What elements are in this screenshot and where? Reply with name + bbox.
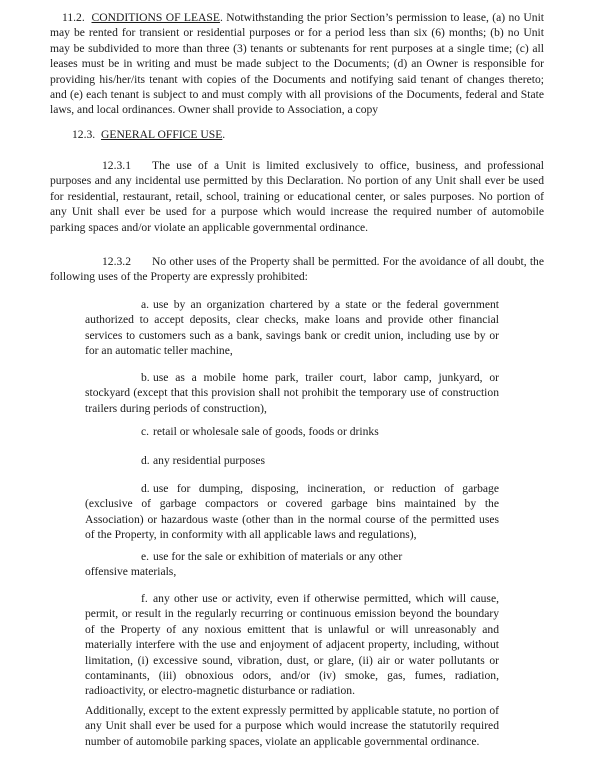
section-12-3-1-number: 12.3.1 (102, 159, 131, 172)
list-item (85, 297, 499, 359)
section-12-3-heading: GENERAL OFFICE USE (100, 128, 223, 141)
list-item-letter: e. (141, 550, 150, 563)
list-item (85, 424, 499, 439)
section-11-2-text: . Notwithstanding the prior Section’s permission to lease, (a) no Unit may be rented for transient or residential purposes or for a period less than six (6) months; (b) no Unit may be subdivided to more than three (3) tenants or subtenants for rent purposes at a single time; (c) all leases must be in writing and must be made subject to the Documents; (d) an Owner is responsible for providing his/her/its tenant with copies of the Documents and notifying said tenant of changes thereto; and (e) each tenant is subject to and must comply with all provisions of the Documents, federal and State laws, and local ordinances. Owner shall provide to Association, a copy (50, 11, 545, 117)
list-item-letter: a. (141, 298, 150, 311)
section-11-2-heading: CONDITIONS OF LEASE (91, 11, 220, 24)
list-item-text: use as a mobile home park, trailer court, labor camp, junkyard, or stockyard (except that this provision shall not prohibit the temporary use of construction trailers during periods of construction), (85, 371, 499, 415)
section-12-3-2-number: 12.3.2 (102, 255, 131, 268)
section-12-3 (72, 127, 372, 142)
list-item (85, 481, 499, 543)
list-item-text: use for the sale or exhibition of materials or any other offensive materials, (85, 550, 403, 579)
closing-paragraph-text: Additionally, except to the extent expressly permitted by applicable statute, no portion of any Unit shall ever be used for a purpose which would increase the statutorily required number of automobile parking spaces, violate an applicable governmental ordinance. (85, 704, 499, 748)
section-12-3-period: . (222, 128, 226, 141)
list-item-text: use by an organization chartered by a state or the federal government authorized to accept deposits, clear checks, make loans and provide other financial services to customers such as a bank, savings bank or credit union, including use by or for an automatic teller machine, (85, 298, 499, 358)
list-item-letter: d. (141, 482, 150, 495)
list-item (85, 370, 499, 416)
list-item (85, 591, 499, 699)
list-item-letter: f. (141, 592, 148, 605)
list-item-letter: c. (141, 425, 150, 438)
section-12-3-1 (50, 158, 544, 235)
section-12-3-2 (50, 254, 544, 285)
list-item-text: retail or wholesale sale of goods, foods or drinks (153, 425, 379, 438)
list-item-text: any residential purposes (153, 454, 266, 467)
list-item (85, 453, 499, 468)
list-item-letter: b. (141, 371, 150, 384)
section-12-3-2-text: No other uses of the Property shall be permitted. For the avoidance of all doubt, the following uses of the Property are expressly prohibited: (50, 255, 544, 284)
list-item-text: any other use or activity, even if otherwise permitted, which will cause, permit, or result in the regularly recurring or continuous emission beyond the boundary of the Property of any noxious emittent that is unlawful or will unreasonably and materially interfere with the use and enjoyment of adjacent property, including, without limitation, (i) excessive sound, vibration, dust, or glare, (ii) air or water pollutants or contaminants, (iii) obnoxious odors, and/or (iv) smoke, gas, fumes, radiation, radioactivity, or electro-magnetic disturbance or radiation. (85, 592, 499, 698)
section-12-3-number: 12.3. (72, 128, 96, 141)
section-12-3-1-text: The use of a Unit is limited exclusively to office, business, and professional purposes and any incidental use permitted by this Declaration. No portion of any Unit shall ever be used for residential, restaurant, retail, school, training or educational center, or sales purposes. No portion of any Unit shall ever be used for a purpose which would increase the required number of automobile parking spaces and/or violate an applicable governmental ordinance. (50, 159, 544, 234)
list-item (85, 549, 430, 580)
section-11-2 (50, 10, 544, 118)
closing-paragraph (85, 703, 499, 749)
section-11-2-number: 11.2. (62, 11, 85, 24)
list-item-letter: d. (141, 454, 150, 467)
list-item-text: use for dumping, disposing, incineration, or reduction of garbage (exclusive of garbage compactors or covered garbage bins maintained by the Association) or hazardous waste (other than in the normal course of the permitted uses of the Property, in conformity with all applicable laws and regulations), (85, 482, 499, 542)
